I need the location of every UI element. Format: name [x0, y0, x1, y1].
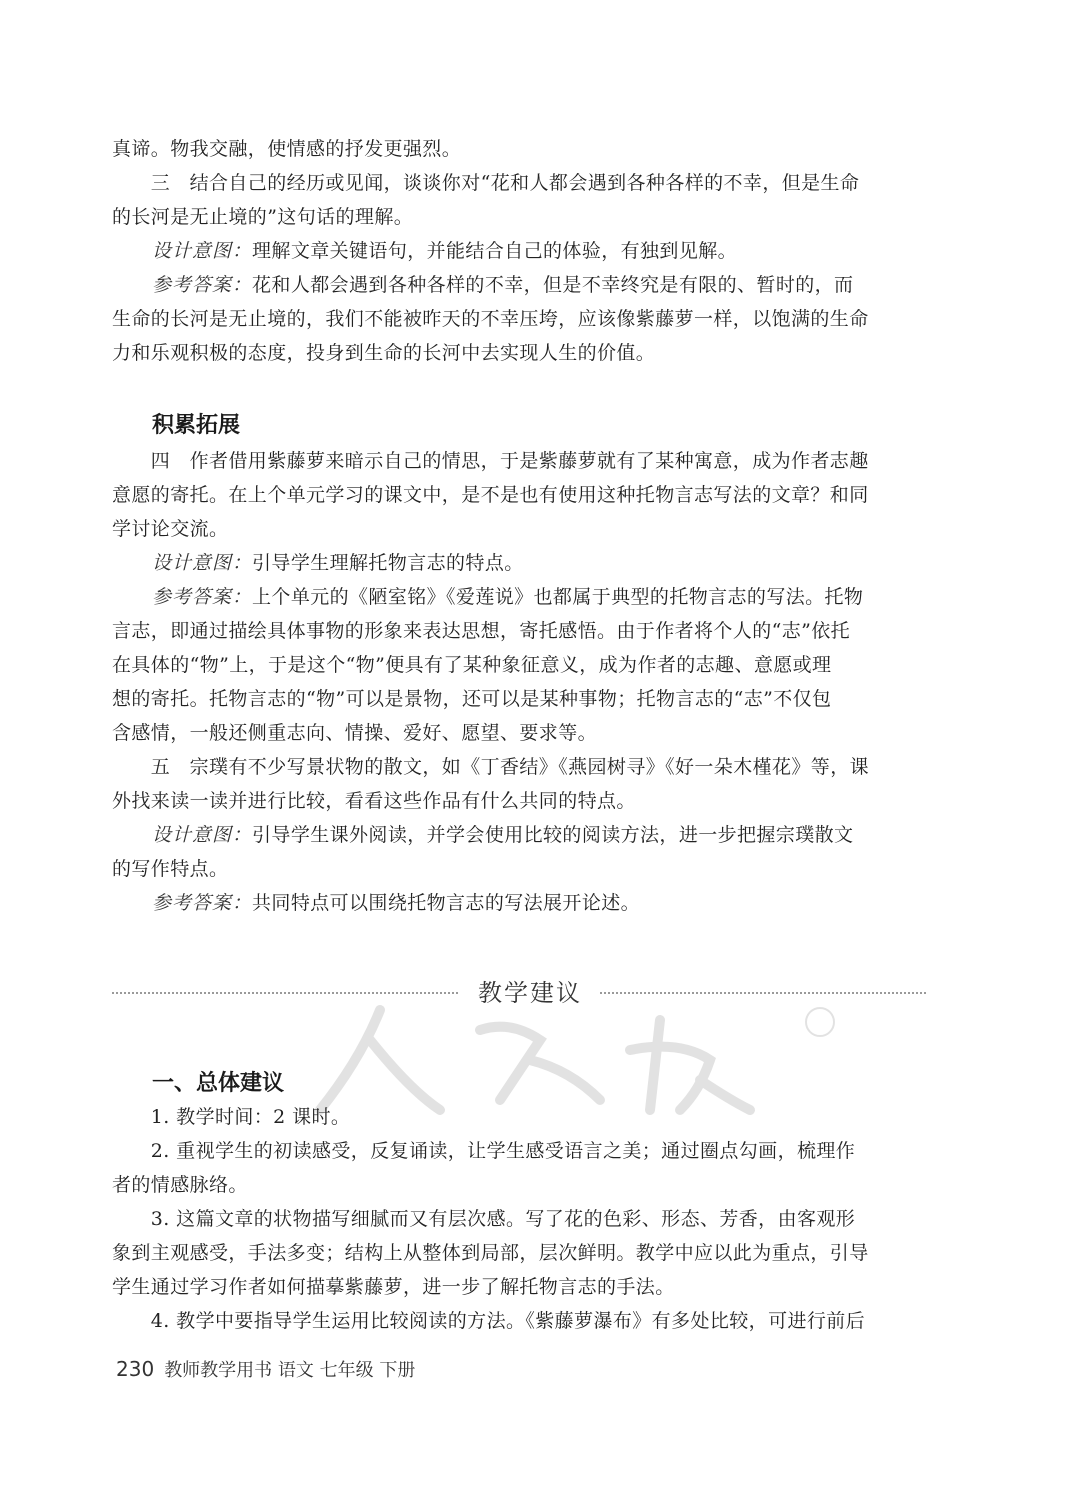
- section-divider-left: [112, 992, 458, 994]
- text-line: 力和乐观积极的态度，投身到生命的长河中去实现人生的价值。: [112, 342, 656, 364]
- text-line: 真谛。物我交融，使情感的抒发更强烈。: [112, 138, 462, 160]
- design-intent-row: [152, 818, 968, 852]
- text-line: 象到主观感受，手法多变；结构上从整体到局部，层次鲜明。教学中应以此为重点，引导: [112, 1242, 869, 1264]
- reference-answer-row: [152, 268, 968, 302]
- page-number: 230: [116, 1357, 155, 1381]
- text-line: 生命的长河是无止境的，我们不能被昨天的不幸压垮，应该像紫藤萝一样，以饱满的生命: [112, 308, 869, 330]
- design-intent-row: [152, 234, 968, 268]
- reference-answer-label: 参考答案：: [152, 892, 253, 914]
- design-intent-row: [152, 546, 968, 580]
- text-line: 外找来读一读并进行比较，看看这些作品有什么共同的特点。: [112, 790, 636, 812]
- section-heading-general-suggestions: 一、总体建议: [152, 1071, 285, 1096]
- question-three-line: 三 结合自己的经历或见闻，谈谈你对“花和人都会遇到各种各样的不幸，但是生命: [112, 172, 860, 194]
- text-line: 引导学生课外阅读，并学会使用比较的阅读方法，进一步把握宗璞散文: [252, 824, 854, 846]
- text-line: 共同特点可以围绕托物言志的写法展开论述。: [252, 892, 641, 914]
- text-line: 学生通过学习作者如何描摹紫藤萝，进一步了解托物言志的手法。: [112, 1276, 675, 1298]
- section-heading-accumulation: 积累拓展: [152, 413, 241, 438]
- suggestion-item: 1. 教学时间：2 课时。: [112, 1106, 351, 1128]
- text-line: 的写作特点。: [112, 858, 229, 880]
- suggestion-item: 3. 这篇文章的状物描写细腻而又有层次感。写了花的色彩、形态、芳香，由客观形: [112, 1208, 856, 1230]
- page-footer: [116, 1356, 415, 1382]
- text-line: 花和人都会遇到各种各样的不幸，但是不幸终究是有限的、暂时的，而: [252, 274, 854, 296]
- text-line: 的长河是无止境的”这句话的理解。: [112, 206, 414, 228]
- reference-answer-label: 参考答案：: [152, 586, 253, 608]
- text-line: 学讨论交流。: [112, 518, 229, 540]
- question-five-line: 五 宗璞有不少写景状物的散文，如《丁香结》《燕园树寻》《好一朵木槿花》等，课: [112, 756, 870, 778]
- text-line: 者的情感脉络。: [112, 1174, 248, 1196]
- text-line: 引导学生理解托物言志的特点。: [252, 552, 524, 574]
- design-intent-label: 设计意图：: [152, 552, 253, 574]
- text-line: 言志，即通过描绘具体事物的形象来表达思想，寄托感悟。由于作者将个人的“志”依托: [112, 620, 851, 642]
- design-intent-label: 设计意图：: [152, 824, 253, 846]
- section-title-teaching-suggestions: 教学建议: [478, 979, 582, 1007]
- text-line: 上个单元的《陋室铭》《爱莲说》也都属于典型的托物言志的写法。托物: [252, 586, 864, 608]
- text-line: 在具体的“物”上，于是这个“物”便具有了某种象征意义，成为作者的志趣、意愿或理: [112, 654, 832, 676]
- text-line: 意愿的寄托。在上个单元学习的课文中，是不是也有使用这种托物言志写法的文章？和同: [112, 484, 869, 506]
- suggestion-item: 4. 教学中要指导学生运用比较阅读的方法。《紫藤萝瀑布》有多处比较，可进行前后: [112, 1310, 866, 1332]
- reference-answer-row: [152, 580, 968, 614]
- text-line: 含感情，一般还侧重志向、情操、爱好、愿望、要求等。: [112, 722, 598, 744]
- section-divider-right: [600, 992, 926, 994]
- design-intent-label: 设计意图：: [152, 240, 253, 262]
- question-four-line: 四 作者借用紫藤萝来暗示自己的情思，于是紫藤萝就有了某种寓意，成为作者志趣: [112, 450, 869, 472]
- suggestion-item: 2. 重视学生的初读感受，反复诵读，让学生感受语言之美；通过圈点勾画，梳理作: [112, 1140, 856, 1162]
- reference-answer-row: [152, 886, 968, 920]
- text-line: 理解文章关键语句，并能结合自己的体验，有独到见解。: [252, 240, 738, 262]
- text-line: 想的寄托。托物言志的“物”可以是景物，还可以是某种事物；托物言志的“志”不仅包: [112, 688, 832, 710]
- reference-answer-label: 参考答案：: [152, 274, 253, 296]
- book-title: 教师教学用书 语文 七年级 下册: [164, 1360, 416, 1381]
